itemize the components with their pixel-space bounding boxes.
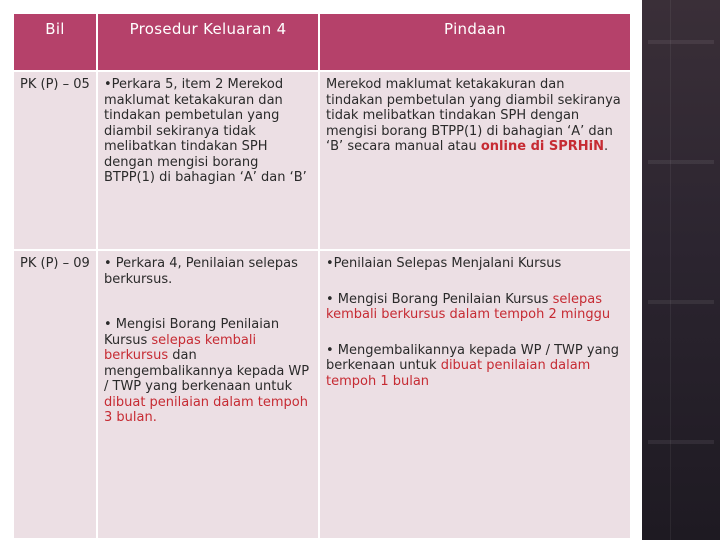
decorative-line <box>670 0 671 540</box>
pindaan-end: . <box>603 139 609 154</box>
pindaan-bullet-text: • Mengisi Borang Penilaian Kursus <box>326 291 549 307</box>
decorative-side-bar <box>642 0 720 540</box>
pindaan-heading: •Penilaian Selepas Menjalani Kursus <box>326 256 562 271</box>
pindaan-bullet <box>326 292 624 323</box>
table-header-row <box>14 14 630 70</box>
prosedur-bullet <box>104 317 312 426</box>
decorative-band <box>648 160 714 164</box>
prosedur-bullet-cont: mengembalikannya kepada WP / TWP yang berkenaan untuk <box>104 363 310 394</box>
pindaan-text: Merekod maklumat ketakakuran dan tindakan pembetulan yang diambil sekiranya tidak melibatkan tindakan SPH dengan mengisi borang BTPP(1) di bahagian ‘A’ dan ‘B’ secara manual atau <box>326 77 621 154</box>
row-pindaan <box>320 251 630 538</box>
pindaan-bullet <box>326 343 624 390</box>
row-pindaan <box>320 72 630 249</box>
prosedur-bullet-highlight: selepas kembali berkursus <box>104 332 257 363</box>
row-prosedur: •Perkara 5, item 2 Merekod maklumat ketakakuran dan tindakan pembetulan yang diambil sekiranya tidak melibatkan tindakan SPH dengan mengisi borang BTPP(1) di bahagian ‘A’ dan ‘B’ <box>98 72 318 249</box>
row-bil: PK (P) – 09 <box>14 251 96 538</box>
header-pindaan: Pindaan <box>320 14 630 70</box>
decorative-band <box>648 300 714 304</box>
header-bil: Bil <box>14 14 96 70</box>
decorative-band <box>648 40 714 44</box>
prosedur-bullet-end: dan <box>172 348 197 363</box>
row-bil: PK (P) – 05 <box>14 72 96 249</box>
pindaan-highlight: online di SPRHiN <box>480 139 604 154</box>
header-prosedur: Prosedur Keluaran 4 <box>98 14 318 70</box>
pindaan-bullet-highlight: dibuat penilaian dalam tempoh 1 bulan <box>326 358 591 389</box>
pindaan-bullet-highlight: selepas kembali berkursus dalam tempoh 2 minggu <box>326 291 611 322</box>
prosedur-heading: • Perkara 4, Penilaian selepas berkursus. <box>104 256 298 287</box>
procedure-amendment-table <box>12 12 632 540</box>
prosedur-bullet-cont-highlight: dibuat penilaian dalam tempoh 3 bulan. <box>104 394 308 425</box>
row-prosedur <box>98 251 318 538</box>
table-row <box>14 251 630 538</box>
pindaan-bullet-text: • Mengembalikannya kepada WP / TWP yang berkenaan untuk <box>326 342 620 373</box>
prosedur-bullet-text: • Mengisi Borang Penilaian Kursus <box>104 317 280 348</box>
decorative-band <box>648 440 714 444</box>
table-row <box>14 72 630 249</box>
